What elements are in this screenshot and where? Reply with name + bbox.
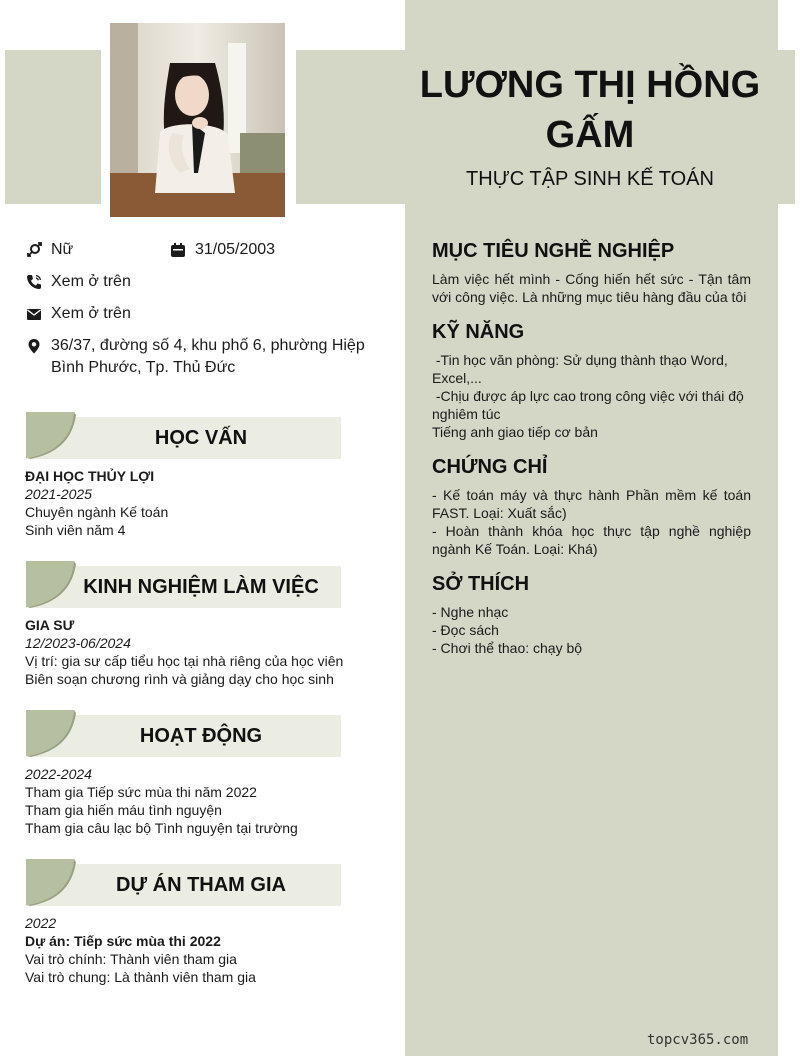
watermark-text: topcv365.com [647,1032,749,1048]
experience-line-2: Biên soạn chương rình và giảng dạy cho học sinh [25,671,334,687]
projects-entry [25,914,370,986]
section-header-activities [26,710,341,757]
section-title-experience: KINH NGHIỆM LÀM VIỆC [83,576,319,598]
phone-icon [25,271,43,293]
candidate-job-title: THỰC TẬP SINH KẾ TOÁN [466,168,714,190]
activities-entry [25,765,370,837]
certificates-line-1: - Kế toán máy và thực hành Phần mềm kế toán FAST. Loại: Xuất sắc) [432,487,751,521]
email-value: Xem ở trên [51,305,131,322]
projects-line-2: Vai trò chung: Là thành viên tham gia [25,969,256,985]
contact-email [25,303,131,325]
address-value [51,335,365,379]
contact-gender [25,239,73,261]
activities-line-3: Tham gia câu lạc bộ Tình nguyện tại trường [25,820,298,836]
education-entry [25,467,370,539]
section-tab-decoration [26,859,76,906]
skills-line-1: -Tin học văn phòng: Sử dụng thành thạo Word, Excel,... [432,352,732,386]
section-title-hobbies: SỞ THÍCH [432,573,530,595]
skills-line-2: -Chịu được áp lực cao trong công việc với thái độ nghiêm túc [432,388,748,422]
birthday-value: 31/05/2003 [195,241,276,258]
projects-title: Dự án: Tiếp sức mùa thi 2022 [25,933,221,949]
experience-entry [25,616,370,688]
section-title-projects: DỰ ÁN THAM GIA [116,874,286,896]
section-header-education [26,412,341,459]
calendar-icon [169,239,187,261]
education-note: Sinh viên năm 4 [25,522,126,538]
experience-line-1: Vị trí: gia sư cấp tiểu học tại nhà riêng của học viên [25,653,344,669]
header-band-left [5,50,101,204]
activities-line-1: Tham gia Tiếp sức mùa thi năm 2022 [25,784,257,800]
phone-value: Xem ở trên [51,273,131,290]
certificates-line-2: - Hoàn thành khóa học thực tập nghề nghiệp ngành Kế Toán. Loại: Khá) [432,523,751,557]
activities-period: 2022-2024 [25,766,92,782]
gender-value: Nữ [51,241,74,258]
certificates-list [432,486,751,558]
location-pin-icon [25,335,43,357]
section-title-education: HỌC VẤN [154,427,248,449]
address-line-1: 36/37, đường số 4, khu phố 6, phường Hiệp [51,337,365,354]
skills-list [432,351,751,441]
section-header-experience [26,561,341,608]
skills-line-3: Tiếng anh giao tiếp cơ bản [432,424,598,440]
objective-text: Làm việc hết mình - Cống hiến hết sức - Tận tâm với công việc. Là những mục tiêu hàng đầu của tôi [432,271,751,305]
address-line-2: Bình Phước, Tp. Thủ Đức [51,359,236,376]
activities-line-2: Tham gia hiến máu tình nguyện [25,802,222,818]
education-major: Chuyên ngành Kế toán [25,504,169,520]
contact-phone [25,271,131,293]
hobbies-list [432,603,751,657]
header-band-right [778,50,795,204]
hobbies-line-3: - Chơi thể thao: chạy bộ [432,640,583,656]
header-band-middle [296,50,405,204]
contact-address [25,335,370,379]
hobbies-line-1: - Nghe nhạc [432,604,509,620]
profile-photo [110,23,285,217]
section-title-certificates: CHỨNG CHỈ [432,456,548,478]
projects-line-1: Vai trò chính: Thành viên tham gia [25,951,237,967]
section-title-activities: HOẠT ĐỘNG [139,725,263,747]
contact-birthday [169,239,275,261]
experience-title: GIA SƯ [25,617,75,633]
section-tab-decoration [26,561,76,608]
gender-icon [25,239,43,261]
envelope-icon [25,303,43,325]
section-title-objective: MỤC TIÊU NGHỀ NGHIỆP [432,240,675,262]
education-period: 2021-2025 [25,486,92,502]
education-school: ĐẠI HỌC THỦY LỢI [25,468,155,484]
section-header-projects [26,859,341,906]
section-tab-decoration [26,710,76,757]
candidate-name: LƯƠNG THỊ HỒNG GẤM [419,64,761,156]
section-title-skills: KỸ NĂNG [432,321,525,343]
profile-photo-illustration [110,23,285,217]
experience-period: 12/2023-06/2024 [25,635,131,651]
projects-period: 2022 [25,915,57,931]
section-tab-decoration [26,412,76,459]
hobbies-line-2: - Đọc sách [432,622,499,638]
